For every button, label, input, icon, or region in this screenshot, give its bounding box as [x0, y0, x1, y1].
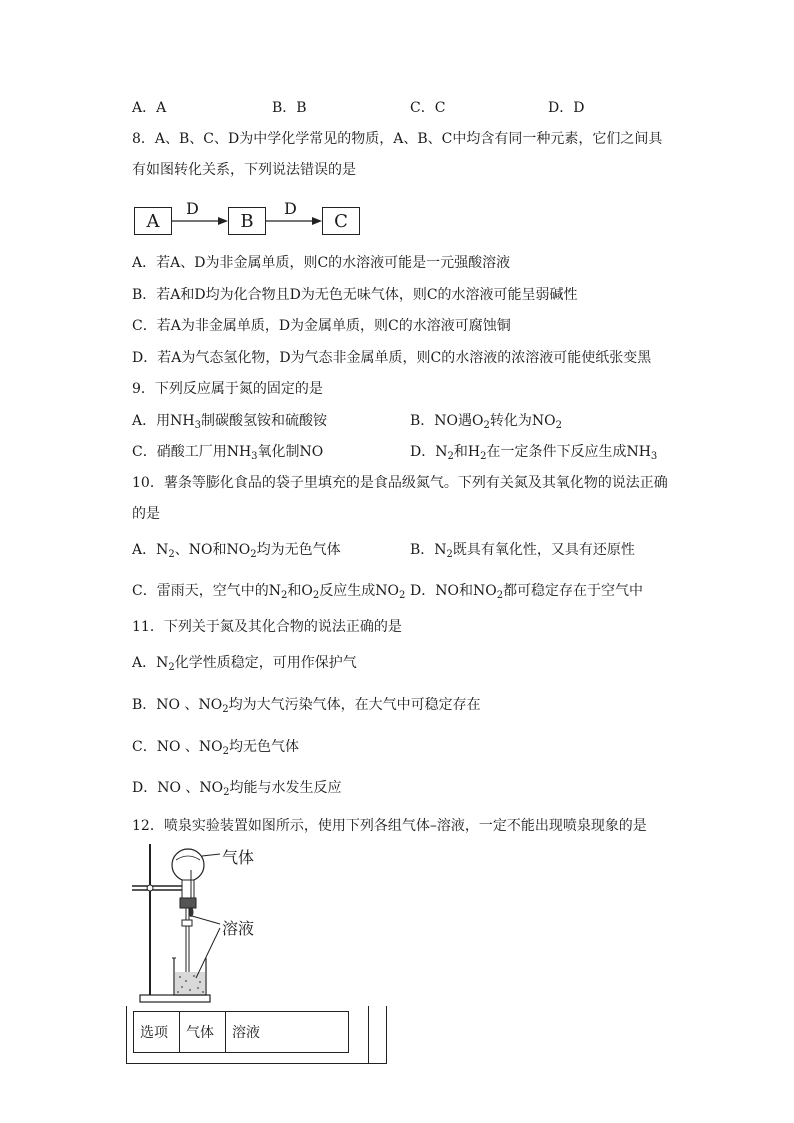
table-outer-inner-rule [368, 1006, 369, 1063]
diagram-arrow2-label: D [284, 199, 297, 218]
q10-option-b: B．$N_2$既具有氧化性，又具有还原性 [410, 542, 635, 560]
apparatus-label-gas: 气体 [222, 848, 255, 867]
q10-option-d: D．NO和$NO_2$都可稳定存在于空气中 [410, 583, 644, 601]
q11-option-b: B．NO 、$NO_2$均为大气污染气体，在大气中可稳定存在 [132, 697, 481, 715]
q9-option-c: C．硝酸工厂用$NH_3$氧化制NO [132, 444, 324, 462]
q7-option-c: C．C [410, 100, 446, 116]
q8-option-a: A．若A、D为非金属单质，则C的水溶液可能是一元强酸溶液 [132, 255, 511, 271]
diagram-box-a: A [134, 207, 172, 235]
q9-option-b: B．NO遇$O_2$转化为$NO_2$ [410, 413, 562, 431]
table-header-option: 选项 [134, 1012, 180, 1053]
q12-stem: 12．喷泉实验装置如图所示，使用下列各组气体–溶液，一定不能出现喷泉现象的是 [132, 818, 647, 834]
q7-option-a: A．A [132, 100, 167, 116]
table-outer-frame [126, 1006, 387, 1064]
table-header-solution: 溶液 [226, 1012, 349, 1053]
diagram-arrow1-label: D [186, 199, 199, 218]
table-outer-left-edge [126, 1006, 127, 1063]
q8-stem-line2: 有如图转化关系，下列说法错误的是 [132, 162, 356, 178]
table-header-gas: 气体 [180, 1012, 226, 1053]
q10-stem-line1: 10．薯条等膨化食品的袋子里填充的是食品级氮气。下列有关氮及其氧化物的说法正确 [132, 475, 668, 491]
apparatus-label-solution: 溶液 [222, 919, 255, 938]
q10-option-c: C．雷雨天，空气中的$N_2$和$O_2$反应生成$NO_2$ [132, 583, 406, 601]
q10-stem-line2: 的是 [132, 506, 160, 522]
q8-option-d: D．若A为气态氢化物，D为气态非金属单质，则C的水溶液的浓溶液可能使纸张变黑 [132, 350, 652, 366]
q7-option-d: D．D [548, 100, 585, 116]
diagram-box-b: B [228, 207, 266, 235]
q7-option-b: B．B [272, 100, 307, 116]
q9-stem: 9．下列反应属于氮的固定的是 [132, 381, 323, 397]
q11-option-a: A．$N_2$化学性质稳定，可用作保护气 [132, 655, 357, 673]
diagram-box-c: C [322, 207, 360, 235]
diagram-arrow1 [172, 214, 228, 228]
q8-stem-line1: 8．A、B、C、D为中学化学常见的物质，A、B、C中均含有同一种元素，它们之间具 [132, 131, 663, 147]
q9-option-a: A．用$NH_3$制碳酸氢铵和硫酸铵 [132, 413, 327, 431]
q11-stem: 11．下列关于氮及其化合物的说法正确的是 [132, 619, 402, 635]
q8-option-c: C．若A为非金属单质，D为金属单质，则C的水溶液可腐蚀铜 [132, 318, 511, 334]
q10-option-a: A．$N_2$、NO和$NO_2$均为无色气体 [132, 542, 341, 560]
q11-option-c: C．NO 、$NO_2$均无色气体 [132, 739, 299, 757]
q9-option-d: D．$N_2$和$H_2$在一定条件下反应生成$NH_3$ [410, 444, 658, 462]
q11-option-d: D．NO 、$NO_2$均能与水发生反应 [132, 780, 342, 798]
diagram-arrow2 [266, 214, 322, 228]
q8-option-b: B．若A和D均为化合物且D为无色无味气体，则C的水溶液可能呈弱碱性 [132, 287, 578, 303]
